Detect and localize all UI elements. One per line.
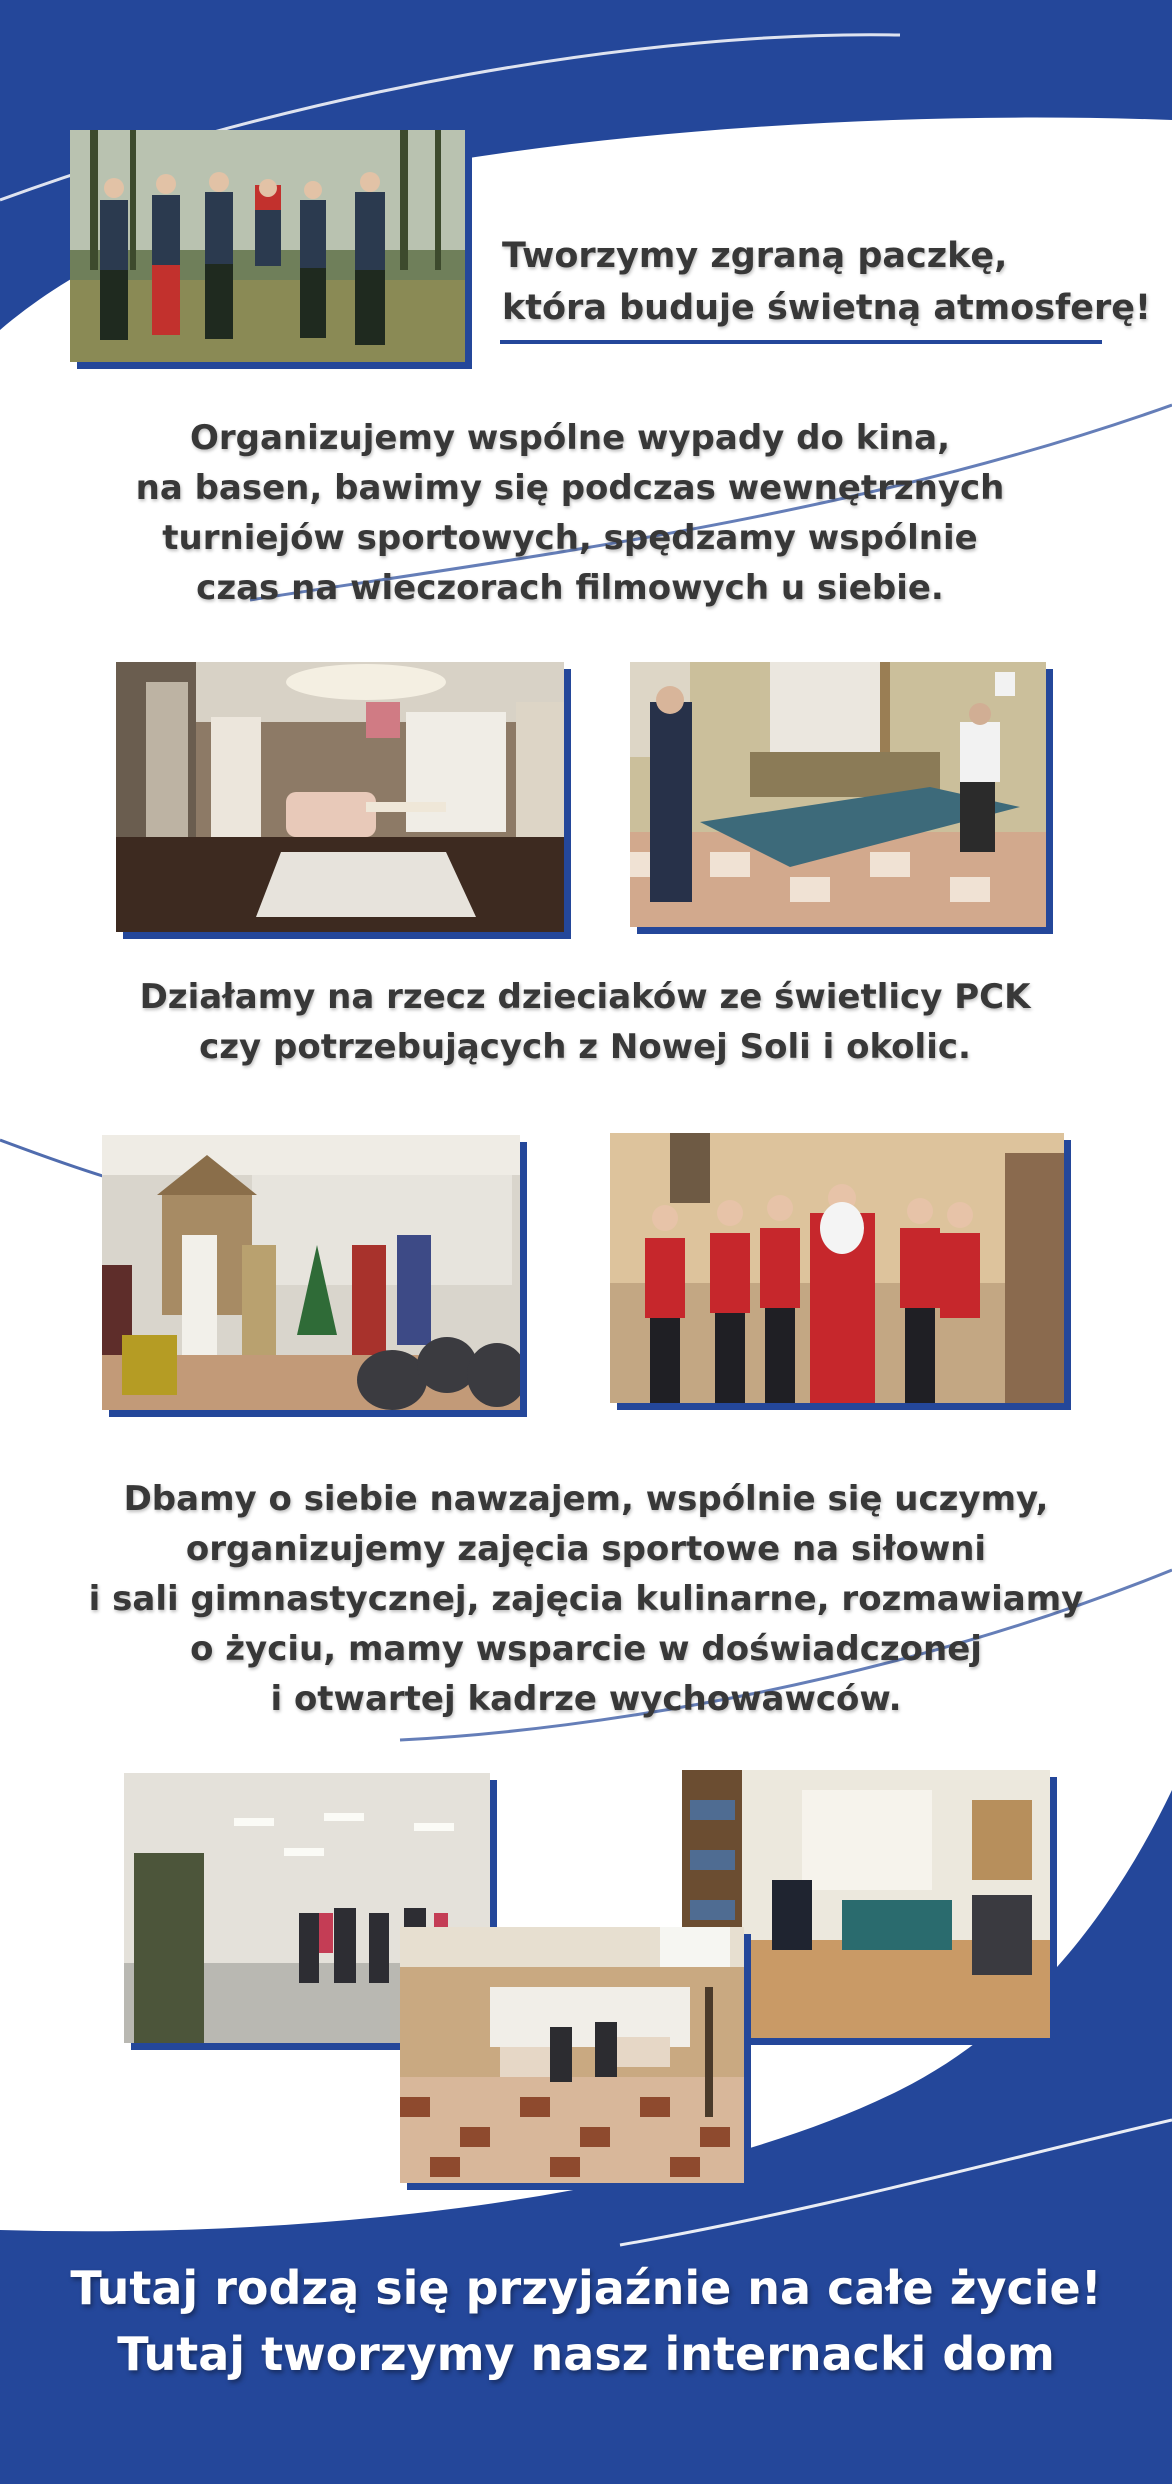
- paragraph-line: Działamy na rzecz dzieciaków ze świetlicy PCK: [139, 977, 1031, 1017]
- paragraph-line: Dbamy o siebie nawzajem, wspólnie się uczymy,: [123, 1479, 1049, 1519]
- paragraph-line: i otwartej kadrze wychowawców.: [270, 1679, 902, 1719]
- group-outdoor-photo: [70, 130, 465, 362]
- classroom-photo: [400, 1927, 744, 2183]
- footer-line-2: Tutaj tworzymy nasz internacki dom: [117, 2327, 1055, 2381]
- headline-line-1: Tworzymy zgraną paczkę,: [502, 236, 1008, 276]
- paragraph-line: czas na wieczorach filmowych u siebie.: [196, 568, 944, 608]
- nativity-play-photo: [102, 1135, 520, 1410]
- santa-group-photo: [610, 1133, 1064, 1403]
- table-tennis-photo: [630, 662, 1046, 927]
- paragraph-line: Organizujemy wspólne wypady do kina,: [189, 418, 951, 458]
- headline: [502, 230, 1151, 334]
- paragraph-line: na basen, bawimy się podczas wewnętrznych: [135, 468, 1005, 508]
- headline-underline: [500, 340, 1102, 344]
- paragraph-support: [86, 1474, 1086, 1724]
- paragraph-line: czy potrzebujących z Nowej Soli i okolic.: [199, 1027, 971, 1067]
- living-room-photo: [116, 662, 564, 932]
- footer-line-1: Tutaj rodzą się przyjaźnie na całe życie!: [70, 2261, 1102, 2315]
- paragraph-activities: [130, 413, 1010, 613]
- paragraph-line: o życiu, mamy wsparcie w doświadczonej: [190, 1629, 982, 1669]
- paragraph-line: i sali gimnastycznej, zajęcia kulinarne, rozmawiamy: [88, 1579, 1084, 1619]
- paragraph-charity: [110, 972, 1060, 1072]
- paragraph-line: turniejów sportowych, spędzamy wspólnie: [162, 518, 978, 558]
- paragraph-line: organizujemy zajęcia sportowe na siłowni: [185, 1529, 987, 1569]
- headline-line-2: która buduje świetną atmosferę!: [502, 288, 1151, 328]
- footer-slogan: [0, 2255, 1172, 2387]
